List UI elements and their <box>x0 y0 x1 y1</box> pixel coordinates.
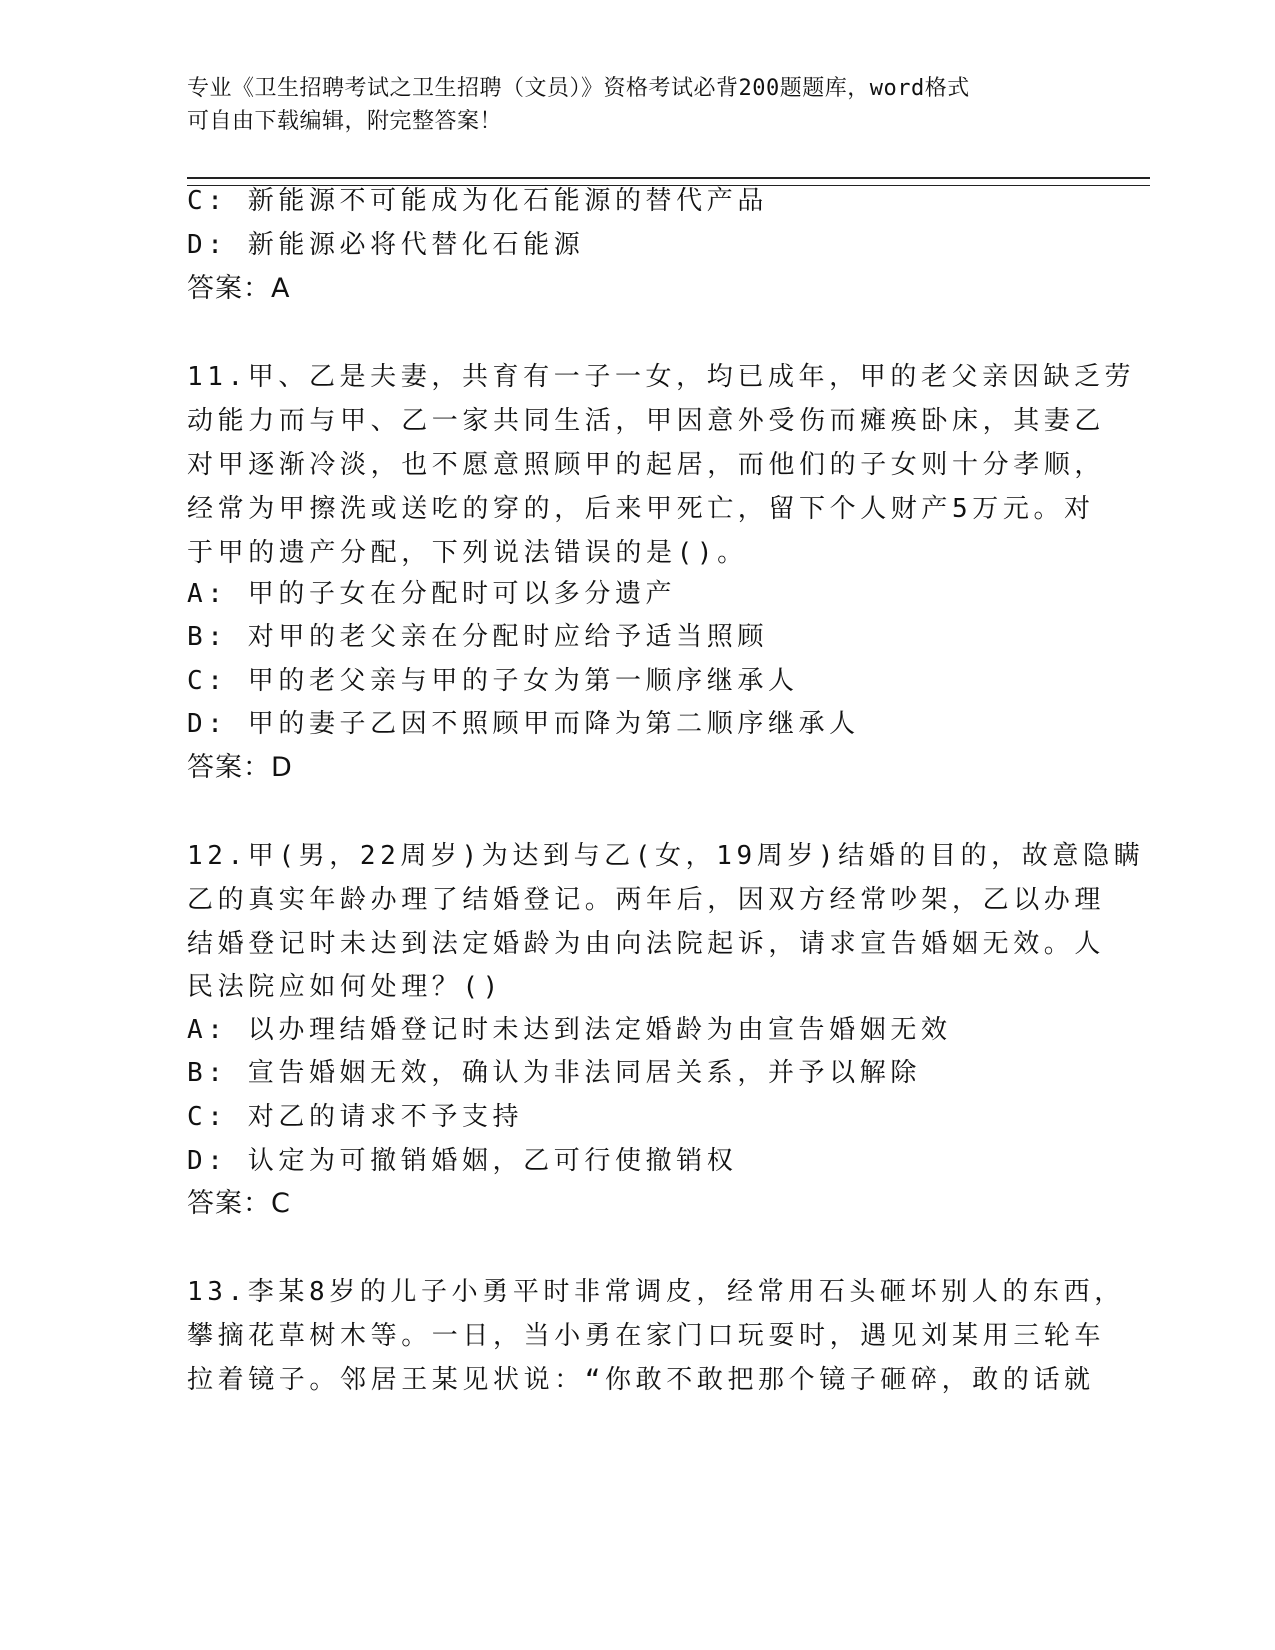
q12-text-line-4: 民法院应如何处理？() <box>187 972 503 1002</box>
q13-text-line-2: 攀摘花草树木等。一日，当小勇在家门口玩耍时，遇见刘某用三轮车 <box>187 1321 1106 1351</box>
header-title-line-2: 可自由下载编辑，附完整答案！ <box>187 109 503 134</box>
prev-question-option-c: C: 新能源不可能成为化石能源的替代产品 <box>187 186 768 216</box>
q12-option-d: D: 认定为可撤销婚姻，乙可行使撤销权 <box>187 1146 738 1176</box>
q11-option-a: A: 甲的子女在分配时可以多分遗产 <box>187 579 677 609</box>
prev-question-option-d: D: 新能源必将代替化石能源 <box>187 230 585 260</box>
q11-text-line-2: 动能力而与甲、乙一家共同生活，甲因意外受伤而瘫痪卧床，其妻乙 <box>187 406 1106 436</box>
q11-text-line-5: 于甲的遗产分配，下列说法错误的是()。 <box>187 538 748 568</box>
q11-text-line-4: 经常为甲擦洗或送吃的穿的，后来甲死亡，留下个人财产5万元。对 <box>187 494 1095 524</box>
q12-text-line-1: 12.甲(男，22周岁)为达到与乙(女，19周岁)结婚的目的，故意隐瞒 <box>187 841 1145 871</box>
q12-option-b: B: 宣告婚姻无效，确认为非法同居关系，并予以解除 <box>187 1058 921 1088</box>
q13-text-line-3: 拉着镜子。邻居王某见状说：“你敢不敢把那个镜子砸碎，敢的话就 <box>187 1365 1095 1395</box>
q12-option-a: A: 以办理结婚登记时未达到法定婚龄为由宣告婚姻无效 <box>187 1015 952 1045</box>
header-title-line-1: 专业《卫生招聘考试之卫生招聘（文员）》资格考试必背200题题库，word格式 <box>187 76 970 101</box>
q11-text-line-1: 11.甲、乙是夫妻，共育有一子一女，均已成年，甲的老父亲因缺乏劳 <box>187 362 1136 392</box>
q11-text-line-3: 对甲逐渐冷淡，也不愿意照顾甲的起居，而他们的子女则十分孝顺， <box>187 450 1106 480</box>
q12-text-line-2: 乙的真实年龄办理了结婚登记。两年后，因双方经常吵架，乙以办理 <box>187 885 1106 915</box>
document-header <box>187 72 1067 138</box>
q12-option-c: C: 对乙的请求不予支持 <box>187 1102 524 1132</box>
q12-answer: 答案：C <box>187 1188 291 1219</box>
prev-question-answer: 答案：A <box>187 273 291 304</box>
q11-option-d: D: 甲的妻子乙因不照顾甲而降为第二顺序继承人 <box>187 709 860 739</box>
q13-text-line-1: 13.李某8岁的儿子小勇平时非常调皮，经常用石头砸坏别人的东西， <box>187 1277 1125 1307</box>
q11-answer: 答案：D <box>187 752 293 783</box>
q11-option-c: C: 甲的老父亲与甲的子女为第一顺序继承人 <box>187 666 799 696</box>
q12-text-line-3: 结婚登记时未达到法定婚龄为由向法院起诉，请求宣告婚姻无效。人 <box>187 929 1106 959</box>
q11-option-b: B: 对甲的老父亲在分配时应给予适当照顾 <box>187 622 768 652</box>
